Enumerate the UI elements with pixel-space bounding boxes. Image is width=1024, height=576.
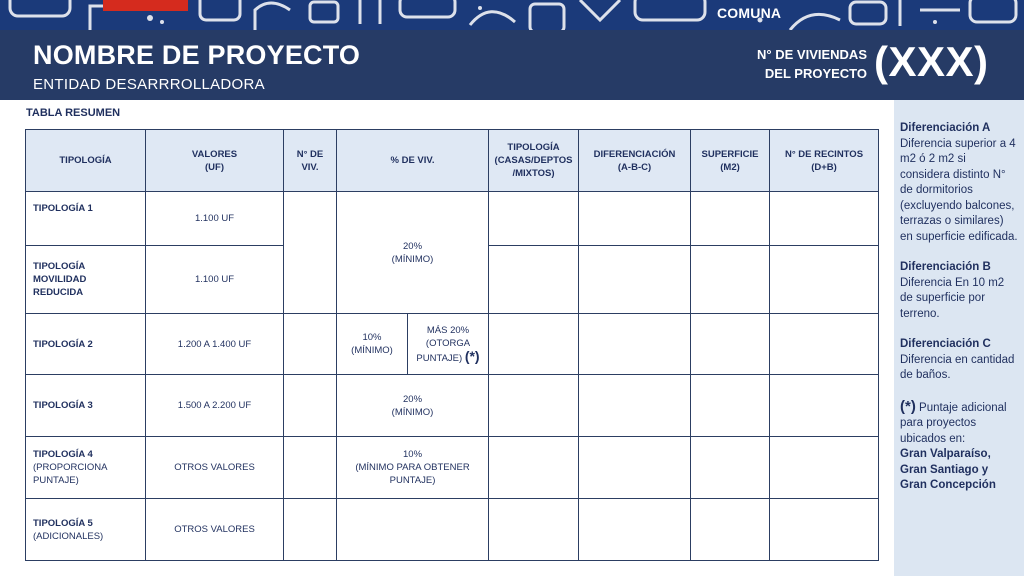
- table-row: [26, 314, 879, 375]
- cell-num-viv: [284, 375, 337, 437]
- cell-empty: [579, 375, 691, 437]
- row-valor-4: OTROS VALORES: [146, 437, 284, 499]
- row-tipologia-5: TIPOLOGÍA 5 (ADICIONALES): [26, 499, 146, 561]
- developer-name: ENTIDAD DESARRROLLADORA: [33, 76, 265, 93]
- cell-empty: [770, 375, 879, 437]
- cell-empty: [489, 437, 579, 499]
- cell-empty: [579, 246, 691, 314]
- viviendas-label: [757, 45, 867, 83]
- cell-empty: [691, 192, 770, 246]
- header-diferenciacion: DIFERENCIACIÓN (A-B-C): [579, 130, 691, 192]
- row-tipologia-1: TIPOLOGÍA 1: [26, 192, 146, 246]
- cell-empty: [691, 437, 770, 499]
- table-row: [26, 437, 879, 499]
- cell-empty: [579, 192, 691, 246]
- header-num-viv: N° DE VIV.: [284, 130, 337, 192]
- row-valor-5: OTROS VALORES: [146, 499, 284, 561]
- flag-red-bar: [103, 0, 188, 11]
- cell-empty: [337, 499, 489, 561]
- row-pct-2a: 10% (MÍNIMO): [337, 314, 408, 375]
- note-a-text: Diferencia superior a 4 m2 ó 2 m2 si considera distinto N° de dormitorios (excluyendo balcones, terrazas o similares) en superficie edificada.: [900, 137, 1018, 243]
- cell-empty: [770, 314, 879, 375]
- row-pct-3: 20% (MÍNIMO): [337, 375, 489, 437]
- comuna-label: COMUNA: [717, 5, 782, 21]
- header-pct-viv: % DE VIV.: [337, 130, 489, 192]
- row-valor-mr: 1.100 UF: [146, 246, 284, 314]
- table-row: [26, 192, 879, 246]
- note-b-text: Diferencia En 10 m2 de superficie por terreno.: [900, 276, 1005, 320]
- cell-empty: [489, 499, 579, 561]
- row-tipologia-mr: TIPOLOGÍA MOVILIDAD REDUCIDA: [26, 246, 146, 314]
- viviendas-count: (XXX): [874, 38, 989, 85]
- cell-num-viv: [284, 314, 337, 375]
- row-pct-2b: MÁS 20% (OTORGA PUNTAJE) (*): [408, 314, 489, 375]
- cell-empty: [770, 192, 879, 246]
- cell-empty: [770, 246, 879, 314]
- cell-empty: [489, 375, 579, 437]
- cell-empty: [489, 192, 579, 246]
- note-star: (*): [900, 397, 916, 415]
- project-title: NOMBRE DE PROYECTO: [33, 40, 361, 70]
- table-row: [26, 499, 879, 561]
- cell-empty: [691, 246, 770, 314]
- viviendas-label-line2: DEL PROYECTO: [764, 66, 867, 81]
- note-cities: Gran Valparaíso, Gran Santiago y Gran Concepción: [900, 448, 996, 491]
- cell-empty: [579, 437, 691, 499]
- note-star-text: Puntaje adicional para proyectos ubicados en:: [900, 401, 1007, 445]
- note-a-title: Diferenciación A: [900, 122, 991, 134]
- cell-empty: [489, 246, 579, 314]
- cell-empty: [770, 499, 879, 561]
- note-c-text: Diferencia en cantidad de baños.: [900, 353, 1015, 381]
- note-puntaje: [900, 399, 1018, 494]
- table-label: TABLA RESUMEN: [26, 107, 121, 119]
- note-b-title: Diferenciación B: [900, 261, 991, 273]
- row-valor-1: 1.100 UF: [146, 192, 284, 246]
- cell-empty: [770, 437, 879, 499]
- note-diferenciacion-a: [900, 121, 1018, 245]
- header-superficie: SUPERFICIE (M2): [691, 130, 770, 192]
- cell-empty: [579, 314, 691, 375]
- asterisk-note: (*): [464, 347, 480, 364]
- decorative-banner: [0, 0, 1024, 30]
- cell-empty: [691, 314, 770, 375]
- note-diferenciacion-b: [900, 260, 1018, 322]
- note-c-title: Diferenciación C: [900, 338, 991, 350]
- header-tipologia: TIPOLOGÍA: [26, 130, 146, 192]
- row-tipologia-4: TIPOLOGÍA 4 (PROPORCIONA PUNTAJE): [26, 437, 146, 499]
- row-pct-1: 20% (MÍNIMO): [337, 192, 489, 314]
- notes-panel: [894, 100, 1024, 576]
- cell-empty: [691, 375, 770, 437]
- note-diferenciacion-c: [900, 337, 1018, 384]
- table-header-row: [26, 130, 879, 192]
- row-valor-3: 1.500 A 2.200 UF: [146, 375, 284, 437]
- cell-empty: [579, 499, 691, 561]
- cell-num-viv: [284, 192, 337, 314]
- row-pct-4: 10% (MÍNIMO PARA OBTENER PUNTAJE): [337, 437, 489, 499]
- summary-table: [25, 129, 879, 561]
- cell-num-viv: [284, 437, 337, 499]
- cell-num-viv: [284, 499, 337, 561]
- header-tipo-casas: TIPOLOGÍA (CASAS/DEPTOS /MIXTOS): [489, 130, 579, 192]
- table-row: [26, 375, 879, 437]
- viviendas-label-line1: N° DE VIVIENDAS: [757, 47, 867, 62]
- header-recintos: N° DE RECINTOS (D+B): [770, 130, 879, 192]
- row-tipologia-3: TIPOLOGÍA 3: [26, 375, 146, 437]
- project-header: [0, 30, 1024, 100]
- row-tipologia-2: TIPOLOGÍA 2: [26, 314, 146, 375]
- cell-empty: [691, 499, 770, 561]
- header-valores: VALORES (UF): [146, 130, 284, 192]
- row-valor-2: 1.200 A 1.400 UF: [146, 314, 284, 375]
- cell-empty: [489, 314, 579, 375]
